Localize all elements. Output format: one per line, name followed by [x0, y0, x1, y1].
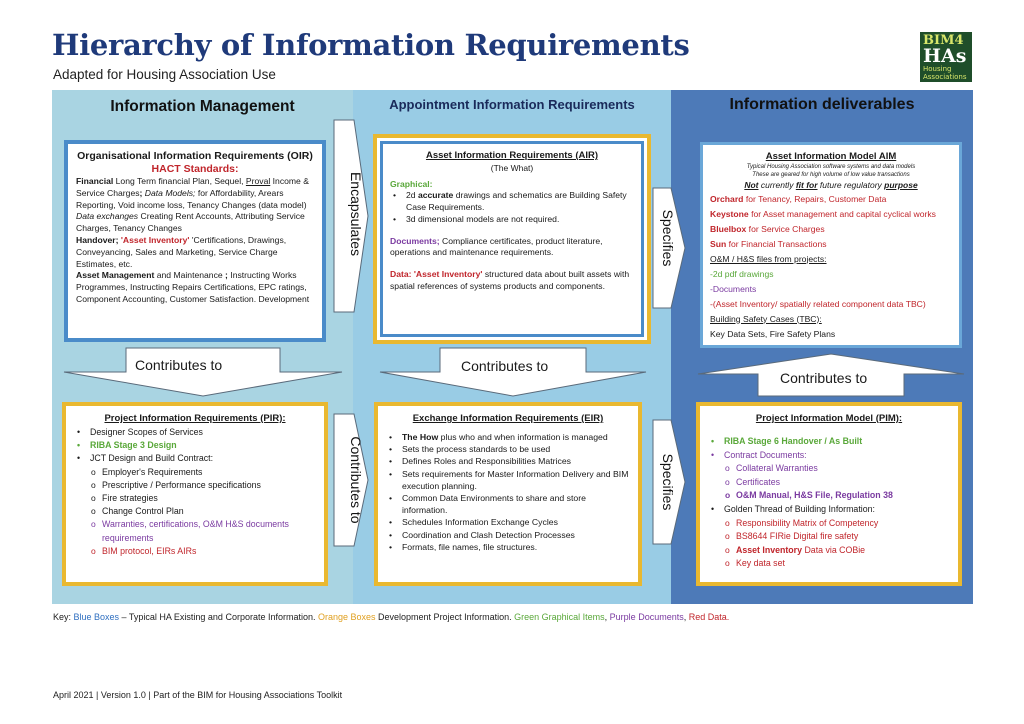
pir-item: • Designer Scopes of Services	[74, 426, 316, 439]
air-documents	[390, 236, 634, 260]
eir-how: The How	[402, 432, 439, 442]
aim-fit-for: fit for	[795, 180, 818, 190]
aim-note1: Typical Housing Association software systems and data models	[746, 164, 916, 170]
pir-subitem: o Prescriptive / Performance specifications	[74, 479, 316, 492]
aim-system-item	[710, 237, 952, 252]
eir-item	[386, 431, 630, 443]
oir-data-models-label: Data Models;	[144, 187, 196, 198]
key-orange-text: Development Project Information.	[375, 612, 515, 622]
air-data-label: Data:	[390, 269, 412, 280]
pim-asset-inventory-text: Data via COBie	[802, 544, 866, 555]
eir-item: • Coordination and Clash Detection Processes	[386, 529, 630, 541]
pir-item: • JCT Design and Build Contract:	[74, 452, 316, 465]
pim-box	[696, 402, 962, 586]
air-documents-label: Documents;	[390, 235, 440, 246]
aim-system-text: for Asset management and capital cyclical works	[748, 208, 936, 219]
key-sep: ,	[683, 612, 689, 622]
aim-not: Not	[744, 180, 759, 190]
aim-om-item: -Documents	[710, 283, 757, 294]
pim-subitem	[708, 544, 950, 558]
logo-line3: Housing	[923, 65, 952, 73]
air-subtitle: (The What)	[490, 163, 534, 173]
aim-system-item	[710, 192, 952, 207]
aim-purpose: purpose	[884, 180, 918, 190]
oir-asset-mgmt-text2: Instructing Works Programmes, Instructing Repairs Certifications, EPC ratings, Component Accounting, Customer Satisfaction. Development	[76, 270, 310, 304]
eir-list	[386, 431, 630, 553]
air-graphical-label: Graphical:	[390, 178, 433, 189]
key-label: Key:	[53, 612, 74, 622]
information-management-heading: Information Management	[110, 98, 295, 115]
eir-item: • Formats, file names, file structures.	[386, 541, 630, 553]
air-g1-bold: accurate	[417, 190, 454, 201]
key-red: Red Data.	[688, 612, 730, 622]
contributes-label-1: Contributes to	[135, 357, 223, 373]
logo-line1: BIM4	[923, 33, 964, 48]
pim-subitem: o BS8644 FIRie Digital fire safety	[708, 530, 950, 544]
oir-data-exchanges-text: Creating Rent Accounts, Attributing Service Charges, Tenancy Changes	[76, 211, 305, 234]
oir-financial-label: Financial	[76, 176, 114, 186]
key-orange: Orange Boxes	[317, 612, 376, 622]
page-subtitle: Adapted for Housing Association Use	[53, 67, 276, 82]
aim-om-label: O&M / H&S files from projects:	[710, 253, 827, 264]
air-inner	[380, 141, 644, 337]
air-documents-text: Compliance certificates, product literature, operations and maintenance requirements.	[390, 235, 603, 258]
air-graphical-item	[390, 190, 634, 214]
colour-key	[53, 612, 729, 622]
oir-asset-mgmt-semi: ;	[225, 270, 228, 281]
air-g1-pre: 2d	[406, 190, 418, 201]
eir-item: • Sets the process standards to be used	[386, 443, 630, 455]
pim-subitem: o Key data set	[708, 557, 950, 571]
air-box	[373, 134, 651, 344]
pir-box	[62, 402, 328, 586]
aim-system-text: for Financial Transactions	[726, 238, 827, 249]
oir-body	[76, 176, 314, 306]
aim-om-item: -(Asset Inventory/ spatially related component data TBC)	[710, 298, 926, 309]
oir-data-models-text: for Affordability, Arears Reporting, Void income loss, Tenancy Changes (data model)	[76, 187, 307, 210]
bim4has-logo	[920, 32, 972, 82]
page-title: Hierarchy of Information Requirements	[52, 28, 690, 62]
aim-systems	[710, 192, 952, 252]
oir-proval: Proval	[245, 176, 271, 186]
oir-handover-text: 'Certifications, Drawings, Conveyancing, Sales and Marketing, Service Charge Estimates, etc.	[76, 234, 287, 269]
aim-box	[700, 142, 962, 348]
pir-list	[74, 426, 316, 558]
pir-subitem: o Change Control Plan	[74, 505, 316, 518]
aim-title: Asset Information Model AIM	[765, 151, 897, 162]
aim-system-item	[710, 222, 952, 237]
pim-list	[708, 435, 950, 571]
key-blue: Blue Boxes	[73, 612, 120, 622]
aim-system-name: Bluelbox	[710, 223, 747, 234]
oir-title: Organisational Information Requirements (OIR)	[77, 150, 313, 162]
eir-item: • Schedules Information Exchange Cycles	[386, 516, 630, 528]
pim-subitem: o Certificates	[708, 476, 950, 490]
key-sep: ,	[604, 612, 610, 622]
aim-bsc-label: Building Safety Cases (TBC):	[710, 313, 822, 324]
air-body	[390, 179, 634, 293]
aim-om-item: -2d pdf drawings	[710, 268, 774, 279]
eir-item: • Common Data Environments to share and store information.	[386, 492, 630, 516]
aim-system-text: for Service Charges	[746, 223, 825, 234]
eir-item: • Defines Roles and Responsibilities Matrices	[386, 455, 630, 467]
key-blue-text: – Typical HA Existing and Corporate Information.	[119, 612, 318, 622]
pir-title: Project Information Requirements (PIR):	[104, 413, 286, 424]
air-data-text: structured data about built assets with spatial references of systems products and components.	[390, 269, 630, 292]
pim-item: • Golden Thread of Building Information:	[708, 503, 950, 517]
pim-subitem: o Collateral Warranties	[708, 462, 950, 476]
aim-fit-statement	[710, 179, 952, 192]
air-g1-post: drawings and schematics are Building Safety Case Requirements.	[406, 190, 627, 213]
oir-asset-mgmt-label: Asset Management	[76, 270, 155, 281]
oir-handover-label: Handover;	[76, 234, 119, 245]
aim-bsc-text: Key Data Sets, Fire Safety Plans	[710, 328, 836, 339]
aim-future: future regulatory	[817, 180, 885, 190]
oir-financial-text2: Income & Service Charges	[76, 176, 309, 198]
pir-item: • RIBA Stage 3 Design	[74, 439, 316, 452]
deliverables-heading: Information deliverables	[729, 96, 915, 113]
oir-subtitle: HACT Standards:	[151, 163, 239, 175]
air-title: Asset Information Requirements (AIR)	[425, 150, 599, 161]
key-purple: Purple Documents	[609, 612, 684, 622]
air-graphical-item: • 3d dimensional models are not required.	[390, 214, 634, 226]
pim-asset-inventory: Asset Inventory	[736, 544, 802, 555]
key-green: Green Graphical Items	[514, 612, 605, 622]
oir-financial-text: Long Term financial Plan, Sequel,	[113, 176, 246, 186]
eir-item: • Sets requirements for Master Information Delivery and BIM execution planning.	[386, 468, 630, 492]
aim-note2: These are geared for high volume of low value transactions	[752, 172, 910, 178]
eir-how-text: plus who and when information is managed	[438, 432, 608, 442]
specifies-label-2: Specifies	[660, 453, 676, 511]
pir-subitem: o Employer's Requirements	[74, 466, 316, 479]
contributes-label-2: Contributes to	[461, 358, 549, 374]
encapsulates-label: Encapsulates	[348, 171, 364, 257]
oir-asset-inventory: 'Asset Inventory'	[120, 234, 190, 245]
pir-subitem: o BIM protocol, EIRs AIRs	[74, 545, 316, 558]
pir-subitem: o Fire strategies	[74, 492, 316, 505]
aim-om	[710, 252, 952, 342]
aim-system-name: Sun	[710, 238, 727, 249]
oir-data-exchanges-label: Data exchanges	[76, 211, 139, 222]
pim-subitem: o O&M Manual, H&S File, Regulation 38	[708, 489, 950, 503]
aim-system-item	[710, 207, 952, 222]
footer: April 2021 | Version 1.0 | Part of the BIM for Housing Associations Toolkit	[53, 690, 343, 700]
pir-subitem: o Warranties, certifications, O&M H&S documents requirements	[74, 518, 316, 544]
aim-system-text: for Tenancy, Repairs, Customer Data	[743, 193, 887, 204]
logo-line4: Associations	[923, 73, 967, 81]
aim-currently: currently	[758, 180, 796, 190]
aim-system-name: Orchard	[710, 193, 744, 204]
aim-system-name: Keystone	[710, 208, 749, 219]
pim-item: • RIBA Stage 6 Handover / As Built	[708, 435, 950, 449]
oir-asset-mgmt-text: and Maintenance	[154, 270, 226, 281]
pim-subitem: o Responsibility Matrix of Competency	[708, 517, 950, 531]
contributes-label-3: Contributes to	[780, 370, 868, 386]
oir-semicolon: ;	[139, 187, 143, 198]
specifies-label-1: Specifies	[660, 209, 676, 267]
pim-title: Project Information Model (PIM):	[755, 413, 903, 424]
air-data	[390, 269, 634, 293]
logo-line2: HAs	[923, 45, 967, 67]
appointment-heading: Appointment Information Requirements	[389, 97, 635, 112]
contributes-side-label: Contributes to	[348, 436, 364, 524]
eir-title: Exchange Information Requirements (EIR)	[412, 413, 604, 424]
eir-box	[374, 402, 642, 586]
air-data-asset: 'Asset Inventory'	[411, 269, 483, 280]
oir-box	[64, 140, 326, 342]
pim-item: • Contract Documents:	[708, 449, 950, 463]
